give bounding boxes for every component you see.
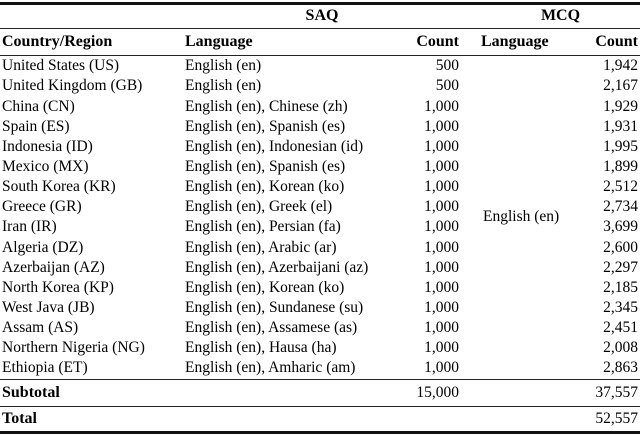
country-cell: Indonesia (ID): [2, 137, 93, 155]
saq-count-cell: 1,000: [424, 158, 459, 176]
country-cell: United States (US): [2, 57, 120, 75]
country-cell: Azerbaijan (AZ): [2, 258, 105, 276]
saq-language-cell: English (en): [185, 57, 262, 75]
col-header-saq-language: Language: [185, 32, 253, 50]
mcq-count-cell: 1,995: [603, 137, 638, 155]
mcq-language-merged-cell: English (en): [483, 208, 560, 226]
mcq-count-cell: 2,451: [603, 319, 638, 337]
saq-language-cell: English (en), Spanish (es): [185, 117, 346, 135]
country-cell: United Kingdom (GB): [2, 77, 143, 95]
saq-language-cell: English (en), Spanish (es): [185, 158, 346, 176]
country-cell: West Java (JB): [2, 299, 95, 317]
group-header-mcq: MCQ: [540, 7, 581, 24]
table-row: [0, 177, 640, 197]
saq-language-cell: English (en), Greek (el): [185, 198, 333, 216]
saq-language-cell: English (en), Assamese (as): [185, 319, 358, 337]
country-cell: Northern Nigeria (NG): [2, 339, 145, 357]
col-header-country: Country/Region: [2, 32, 113, 50]
saq-count-cell: 1,000: [424, 299, 459, 317]
saq-count-cell: 1,000: [424, 319, 459, 337]
mcq-count-cell: 2,008: [603, 339, 638, 357]
saq-language-cell: English (en), Amharic (am): [185, 359, 356, 377]
table-row: [0, 157, 640, 177]
saq-language-cell: English (en), Azerbaijani (az): [185, 258, 369, 276]
mcq-count-cell: 2,345: [603, 299, 638, 317]
subtotal-label: Subtotal: [2, 383, 60, 401]
mcq-count-cell: 2,734: [603, 198, 638, 216]
table-row: [0, 117, 640, 137]
table-row: [0, 238, 640, 258]
col-header-mcq-count: Count: [595, 32, 638, 50]
country-cell: China (CN): [2, 97, 75, 115]
table-row: [0, 97, 640, 117]
col-header-saq-count: Count: [416, 32, 459, 50]
saq-language-cell: English (en), Chinese (zh): [185, 97, 348, 115]
total-row: [0, 407, 640, 431]
saq-language-cell: English (en), Persian (fa): [185, 218, 341, 236]
country-cell: North Korea (KP): [2, 278, 114, 296]
rule-bottom: [0, 431, 640, 434]
table-row: [0, 278, 640, 298]
mcq-count-cell: 2,600: [603, 238, 638, 256]
table-row: [0, 137, 640, 157]
country-cell: Algeria (DZ): [2, 238, 84, 256]
saq-count-cell: 1,000: [424, 137, 459, 155]
table-row: [0, 258, 640, 278]
mcq-count-cell: 1,929: [603, 97, 638, 115]
mcq-count-cell: 1,931: [603, 117, 638, 135]
mcq-count-cell: 3,699: [603, 218, 638, 236]
mcq-count-cell: 2,863: [603, 359, 638, 377]
mcq-count-cell: 1,899: [603, 158, 638, 176]
country-cell: Ethiopia (ET): [2, 359, 88, 377]
table-row: [0, 298, 640, 318]
saq-count-cell: 500: [435, 77, 459, 95]
mcq-count-cell: 1,942: [603, 57, 638, 75]
country-cell: Spain (ES): [2, 117, 70, 135]
country-cell: South Korea (KR): [2, 178, 116, 196]
country-cell: Assam (AS): [2, 319, 79, 337]
saq-count-cell: 1,000: [424, 178, 459, 196]
saq-count-cell: 1,000: [424, 359, 459, 377]
country-cell: Mexico (MX): [2, 158, 89, 176]
total-mcq-count: 52,557: [595, 410, 638, 428]
saq-count-cell: 1,000: [424, 238, 459, 256]
saq-count-cell: 1,000: [424, 97, 459, 115]
saq-language-cell: English (en), Hausa (ha): [185, 339, 337, 357]
saq-language-cell: English (en), Indonesian (id): [185, 137, 364, 155]
subtotal-mcq-count: 37,557: [595, 383, 638, 401]
table-row: [0, 56, 640, 76]
saq-count-cell: 500: [435, 57, 459, 75]
country-cell: Greece (GR): [2, 198, 82, 216]
saq-language-cell: English (en), Korean (ko): [185, 178, 345, 196]
data-rows: [0, 56, 640, 378]
saq-count-cell: 1,000: [424, 278, 459, 296]
group-header-saq: SAQ: [305, 7, 339, 24]
table-row: [0, 358, 640, 378]
column-header-row: [0, 29, 640, 55]
saq-count-cell: 1,000: [424, 339, 459, 357]
mcq-count-cell: 2,297: [603, 258, 638, 276]
saq-count-cell: 1,000: [424, 198, 459, 216]
group-header-row: [0, 5, 640, 28]
table-row: [0, 338, 640, 358]
mcq-count-cell: 2,185: [603, 278, 638, 296]
table-row: [0, 76, 640, 96]
saq-count-cell: 1,000: [424, 218, 459, 236]
mcq-count-cell: 2,512: [603, 178, 638, 196]
subtotal-saq-count: 15,000: [416, 383, 459, 401]
table-row: [0, 318, 640, 338]
country-cell: Iran (IR): [2, 218, 57, 236]
total-label: Total: [2, 410, 37, 428]
subtotal-row: [0, 380, 640, 406]
saq-count-cell: 1,000: [424, 258, 459, 276]
saq-language-cell: English (en), Arabic (ar): [185, 238, 337, 256]
saq-language-cell: English (en), Korean (ko): [185, 278, 345, 296]
col-header-mcq-language: Language: [481, 32, 549, 50]
saq-language-cell: English (en), Sundanese (su): [185, 299, 364, 317]
saq-language-cell: English (en): [185, 77, 262, 95]
mcq-count-cell: 2,167: [603, 77, 638, 95]
saq-count-cell: 1,000: [424, 117, 459, 135]
